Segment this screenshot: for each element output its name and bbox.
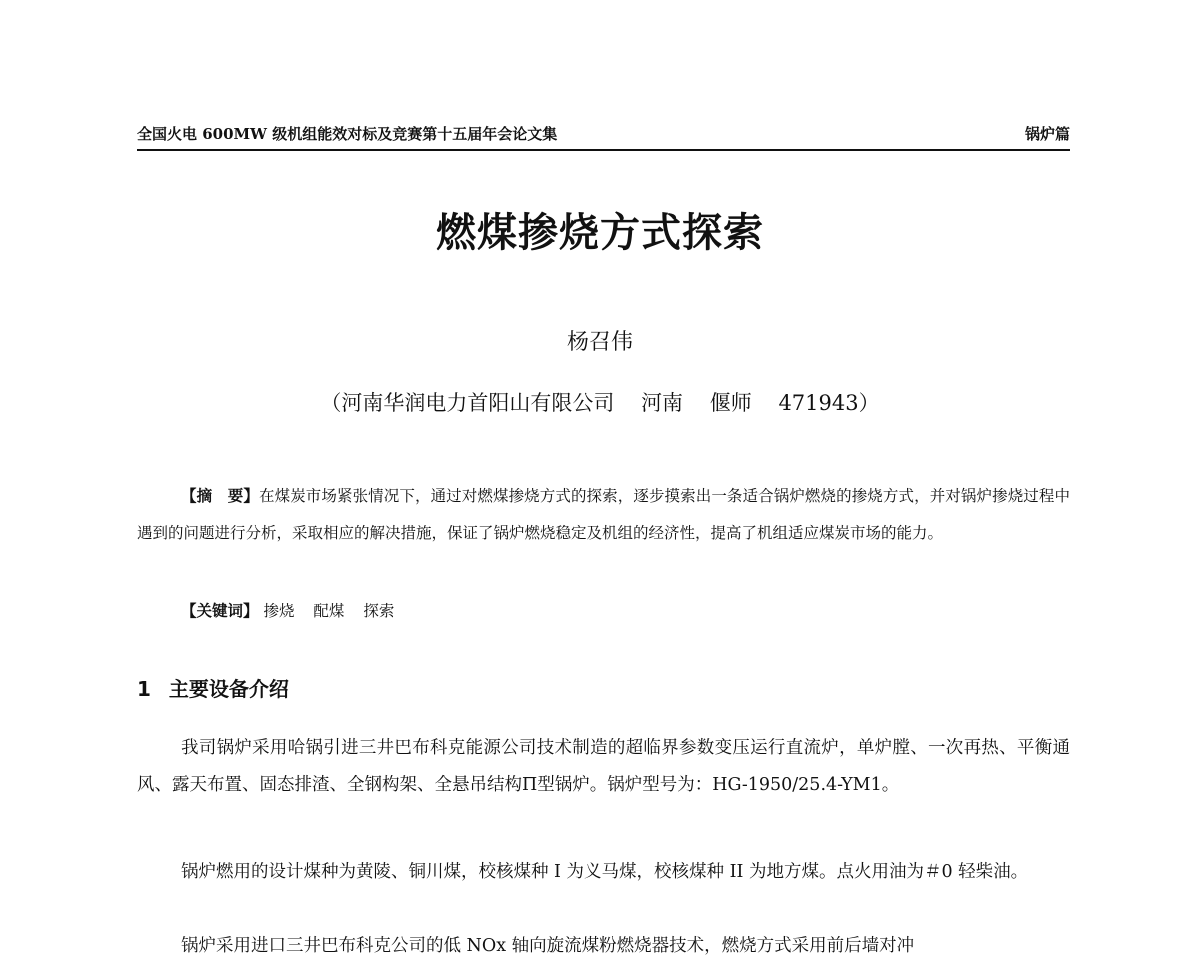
keyword-item: 配煤 (313, 602, 345, 620)
keywords (181, 596, 408, 626)
abstract (137, 478, 1070, 552)
section-number: 1 (137, 677, 151, 701)
author-affiliation (0, 388, 1200, 418)
header-section-label: 锅炉篇 (1024, 125, 1070, 143)
abstract-text: 在煤炭市场紧张情况下，通过对燃煤掺烧方式的探索，逐步摸索出一条适合锅炉燃烧的掺烧方式，并对锅炉掺烧过程中遇到的问题进行分析，采取相应的解决措施，保证了锅炉燃烧稳定及机组的经济性，提高了机组适应煤炭市场的能力。 (137, 487, 1070, 542)
running-header (137, 123, 1070, 151)
keyword-item: 掺烧 (263, 602, 295, 620)
author-name: 杨召伟 (566, 330, 633, 355)
keyword-item: 探索 (363, 602, 395, 620)
affiliation-province: 河南 (641, 391, 684, 415)
body-paragraph: 锅炉采用进口三井巴布科克公司的低 NOx 轴向旋流煤粉燃烧器技术，燃烧方式采用前后墙对冲 (181, 936, 915, 956)
paper-title: 燃煤掺烧方式探索 (436, 210, 764, 256)
affiliation-postcode: 471943） (778, 391, 880, 415)
section-heading (137, 672, 289, 706)
section-title: 主要设备介绍 (168, 677, 289, 701)
keywords-label: 【关键词】 (181, 602, 259, 620)
abstract-label: 【摘 要】 (181, 487, 259, 505)
affiliation-org: （河南华润电力首阳山有限公司 (320, 391, 615, 415)
header-proceedings-title: 全国火电 600MW 级机组能效对标及竞赛第十五届年会论文集 (137, 125, 558, 143)
body-paragraph: 锅炉燃用的设计煤种为黄陵、铜川煤，校核煤种 I 为义马煤，校核煤种 II 为地方煤。点火用油为＃0 轻柴油。 (181, 862, 1029, 882)
body-paragraph: 我司锅炉采用哈锅引进三井巴布科克能源公司技术制造的超临界参数变压运行直流炉，单炉膛、一次再热、平衡通风、露天布置、固态排渣、全钢构架、全悬吊结构Π型锅炉。锅炉型号为：HG-1950/25.4-YM1。 (137, 738, 1070, 795)
affiliation-city: 偃师 (709, 391, 752, 415)
